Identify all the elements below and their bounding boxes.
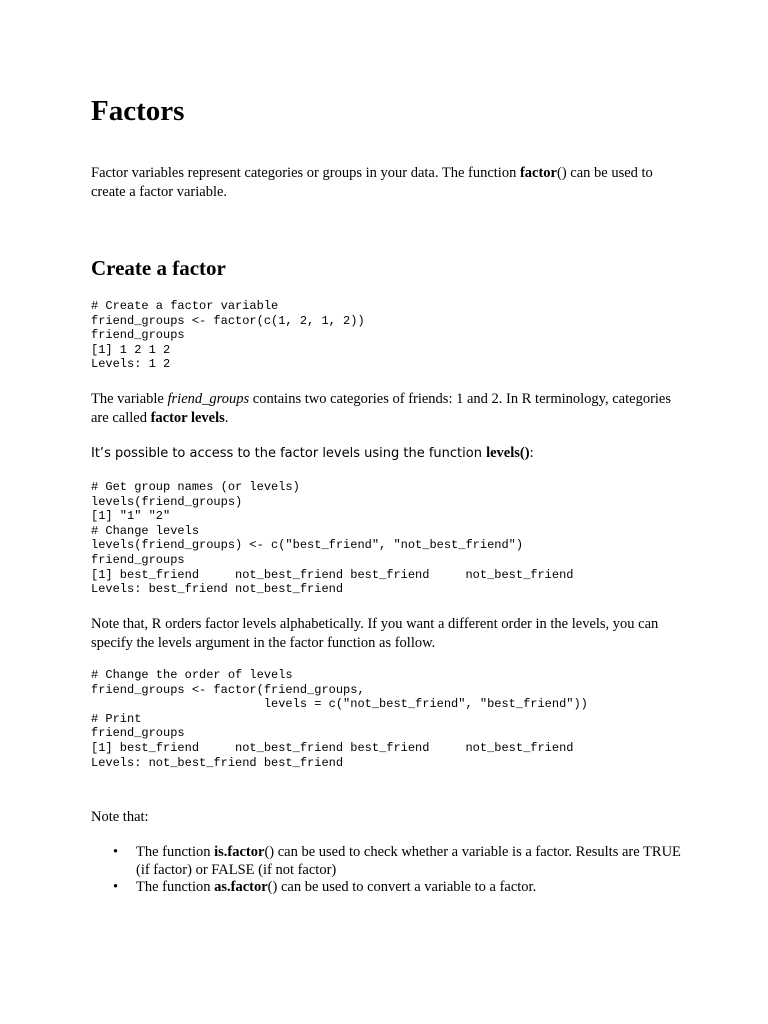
- code-line: friend_groups: [91, 552, 185, 567]
- para-text: The variable: [91, 391, 168, 407]
- list-text: () can be used to convert a variable to a factor.: [267, 879, 537, 895]
- para-bold-levels: levels(): [486, 445, 530, 461]
- paragraph-friend-groups: [91, 390, 681, 428]
- code-line: Levels: best_friend not_best_friend: [91, 582, 344, 597]
- list-text: () can be used to check whether a variable is a factor. Results are TRUE (if factor) or FALSE (if not factor): [136, 844, 681, 878]
- intro-bold-function: factor: [519, 165, 557, 181]
- code-line: # Change levels: [91, 523, 200, 538]
- code-block-create-factor: [91, 299, 365, 372]
- code-line: # Change the order of levels: [91, 668, 293, 682]
- code-line: Levels: 1 2: [91, 357, 171, 372]
- para-italic-variable: friend_groups: [167, 391, 250, 407]
- list-text: The function: [136, 879, 215, 895]
- code-line: Levels: not_best_friend best_friend: [91, 755, 344, 770]
- code-line: [1] best_friend not_best_friend best_friend not_best_friend: [91, 567, 574, 582]
- code-line: levels = c("not_best_friend", "best_friend")): [91, 697, 588, 712]
- paragraph-order-note: Note that, R orders factor levels alphabetically. If you want a different order in the levels, you can specify the levels argument in the factor function as follow.: [91, 616, 659, 651]
- list-text: The function: [136, 844, 215, 860]
- para-text: contains two categories of friends: 1 and 2. In R terminology, categories are called: [91, 391, 671, 426]
- code-line: friend_groups: [91, 726, 185, 741]
- para-text: :: [529, 445, 534, 461]
- paragraph-levels-function: [91, 444, 681, 463]
- code-line: [1] "1" "2": [91, 509, 171, 524]
- code-line: # Print: [91, 711, 142, 726]
- para-text: It’s possible to access to the factor levels using the function: [91, 446, 487, 461]
- code-line: # Create a factor variable: [91, 299, 279, 313]
- list-bold-function: is.factor: [214, 844, 265, 860]
- intro-text-1: Factor variables represent categories or groups in your data. The function: [91, 165, 520, 181]
- code-line: levels(friend_groups): [91, 494, 243, 509]
- code-line: friend_groups <- factor(c(1, 2, 1, 2)): [91, 313, 365, 328]
- bullet-list: [91, 844, 691, 897]
- code-line: levels(friend_groups) <- c("best_friend", "not_best_friend"): [91, 538, 524, 553]
- bullet-icon: •: [113, 844, 119, 860]
- list-item: [91, 844, 691, 879]
- note-that-label: Note that:: [91, 809, 149, 825]
- code-block-order: [91, 668, 588, 770]
- list-item: [91, 879, 691, 897]
- code-line: [1] 1 2 1 2: [91, 342, 171, 357]
- list-bold-function: as.factor: [214, 879, 268, 895]
- code-line: friend_groups: [91, 328, 185, 343]
- page-title: Factors: [91, 95, 185, 127]
- intro-text-2: () can be used to create a factor variable.: [91, 165, 653, 200]
- para-text: .: [224, 410, 229, 426]
- bullet-icon: •: [113, 879, 119, 895]
- code-line: friend_groups <- factor(friend_groups,: [91, 682, 365, 697]
- section-heading-create-factor: Create a factor: [91, 256, 226, 280]
- code-block-levels: [91, 480, 573, 597]
- para-bold-factor-levels: factor levels: [150, 410, 225, 426]
- intro-paragraph: [91, 164, 681, 202]
- code-line: [1] best_friend not_best_friend best_friend not_best_friend: [91, 740, 574, 755]
- code-line: # Get group names (or levels): [91, 480, 300, 494]
